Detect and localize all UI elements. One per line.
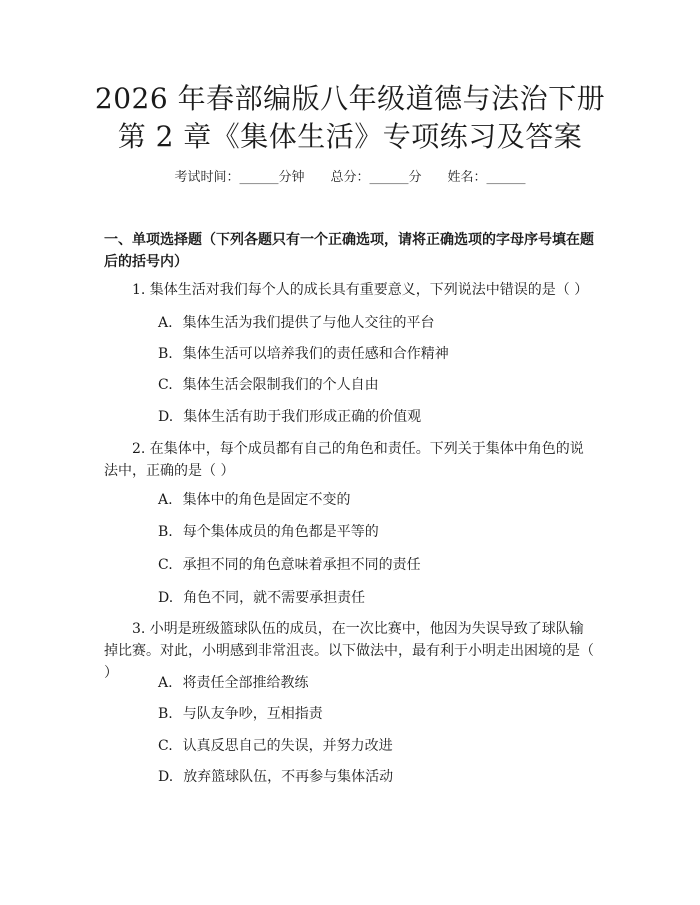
question-option	[158, 736, 588, 756]
option-text: 承担不同的角色意味着承担不同的责任	[182, 557, 421, 573]
question-stem: 3. 小明是班级篮球队伍的成员，在一次比赛中，他因为失误导致了球队输掉比赛。对此，小明感到非常沮丧。以下做法中，最有利于小明走出困境的是（ ）	[104, 621, 594, 681]
option-letter: A.	[158, 492, 173, 508]
student-name-field: 姓名：______	[447, 170, 526, 185]
section-heading: 一、单项选择题（下列各题只有一个正确选项，请将正确选项的字母序号填在题后的括号内）	[104, 232, 594, 270]
question-option	[158, 407, 588, 427]
question-option	[158, 673, 588, 693]
exam-meta-line	[0, 169, 700, 187]
question-option	[158, 313, 588, 333]
option-text: 每个集体成员的角色都是平等的	[182, 524, 379, 540]
option-letter: B.	[158, 346, 173, 362]
option-text: 集体生活有助于我们形成正确的价值观	[183, 409, 422, 425]
option-letter: C.	[158, 377, 173, 393]
option-letter: D.	[158, 590, 174, 606]
option-letter: C.	[158, 557, 173, 573]
option-text: 角色不同，就不需要承担责任	[183, 590, 366, 606]
total-score-field: 总分：______分	[330, 170, 422, 185]
option-text: 集体生活可以培养我们的责任感和合作精神	[182, 346, 449, 362]
question-option	[158, 704, 588, 724]
option-letter: A.	[158, 675, 173, 691]
option-text: 集体中的角色是固定不变的	[182, 492, 351, 508]
option-text: 认真反思自己的失误，并努力改进	[182, 738, 393, 754]
question-option	[158, 344, 588, 364]
option-text: 集体生活为我们提供了与他人交往的平台	[182, 315, 435, 331]
option-letter: A.	[158, 315, 173, 331]
question-stem: 2. 在集体中，每个成员都有自己的角色和责任。下列关于集体中角色的说法中，正确的是（ ）	[104, 441, 584, 479]
option-letter: B.	[158, 706, 173, 722]
question-option	[158, 522, 588, 542]
option-letter: B.	[158, 524, 173, 540]
question-option	[158, 588, 588, 608]
question-stem: 1. 集体生活对我们每个人的成长具有重要意义，下列说法中错误的是（ ）	[132, 282, 589, 298]
exam-time-field: 考试时间：______分钟	[174, 170, 305, 185]
question-option	[158, 555, 588, 575]
option-text: 放弃篮球队伍，不再参与集体活动	[183, 769, 394, 785]
option-text: 与队友争吵，互相指责	[182, 706, 323, 722]
option-letter: C.	[158, 738, 173, 754]
option-text: 集体生活会限制我们的个人自由	[182, 377, 379, 393]
question-option	[158, 490, 588, 510]
option-text: 将责任全部推给教练	[182, 675, 309, 691]
option-letter: D.	[158, 409, 174, 425]
question-option	[158, 767, 588, 787]
option-letter: D.	[158, 769, 174, 785]
document-title: 2026 年春部编版八年级道德与法治下册第 2 章《集体生活》专项练习及答案	[94, 82, 606, 153]
question-option	[158, 375, 588, 395]
